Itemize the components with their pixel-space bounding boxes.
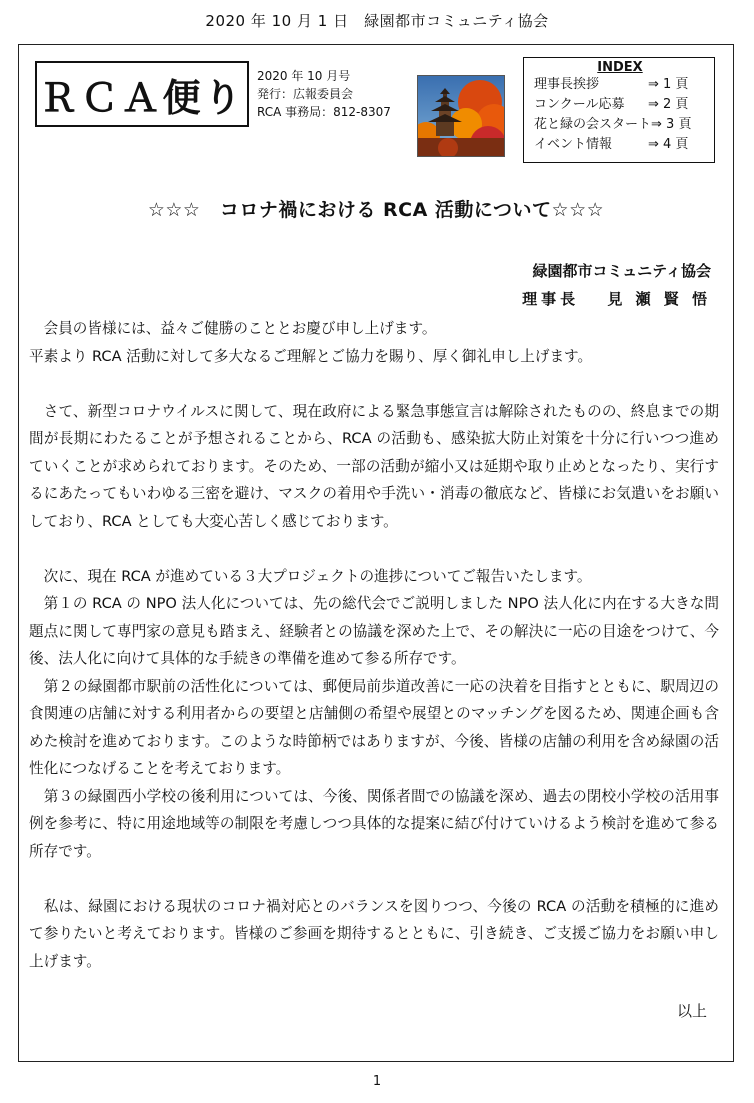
article-paragraph: 第１の RCA の NPO 法人化については、先の総代会でご説明しました NPO 法人化に内在する大きな問題点に関して専門家の意見も踏まえ、経験者との協議を深めた上で、その解決に一応の目途をつけて、今後、法人化に向けて具体的な手続きの準備を進めて参る所存です。 xyxy=(29,595,719,667)
index-item xyxy=(534,75,706,95)
article-paragraph: 会員の皆様には、益々ご健勝のこととお慶び申し上げます。 xyxy=(29,320,437,337)
newsletter-masthead-title: ＲＣＡ便り xyxy=(35,61,249,127)
article-paragraph: さて、新型コロナウイルスに関して、現在政府による緊急事態宣言は解除されたものの、終息までの期間が長期にわたることが予想されることから、RCA の活動も、感染拡大防止対策を十分に行いつつ進めていくことが求められております。そのため、一部の活動が縮小又は延期や取り止めとなったり、実行するにあたってもいわゆる三密を避け、マスクの着用や手洗い・消毒の徹底など、皆様にお気遣いをお願いしており、RCA としても大変心苦しく感じております。 xyxy=(29,402,719,530)
issue-date: 2020 年 10 月号 xyxy=(257,69,351,83)
index-item-page: ⇒ 4 頁 xyxy=(648,137,689,152)
paragraph-spacer xyxy=(29,535,719,563)
index-item-page: ⇒ 2 頁 xyxy=(648,97,689,112)
index-item-label: 理事長挨拶 xyxy=(534,77,600,92)
article-title: ☆☆☆ コロナ禍における RCA 活動について☆☆☆ xyxy=(147,199,605,221)
newsletter-page-frame xyxy=(18,44,734,1062)
page-number: 1 xyxy=(372,1074,382,1089)
article-signature xyxy=(522,257,711,313)
index-item-label: イベント情報 xyxy=(534,137,613,152)
closing-remark: 以上 xyxy=(676,1002,707,1020)
signature-organization: 緑園都市コミュニティ協会 xyxy=(532,262,711,280)
article-paragraph: 平素より RCA 活動に対して多大なるご理解とご協力を賜り、厚く御礼申し上げます。 xyxy=(29,347,593,365)
index-box xyxy=(523,57,715,163)
signature-author: 理事長 見 瀬 賢 悟 xyxy=(522,290,711,308)
index-item-label: 花と緑の会スタート xyxy=(534,117,652,132)
index-item-page: ⇒ 1 頁 xyxy=(648,77,689,92)
index-item xyxy=(534,115,706,135)
publisher-line: 発行：広報委員会 xyxy=(257,87,354,101)
index-item xyxy=(534,135,706,155)
office-line: RCA 事務局：812-8307 xyxy=(257,105,391,119)
index-title: INDEX xyxy=(597,60,643,75)
article-paragraph: 次に、現在 RCA が進めている３大プロジェクトの進捗についてご報告いたします。 xyxy=(29,567,592,585)
article-paragraph: 第２の緑園都市駅前の活性化については、郵便局前歩道改善に一応の決着を目指すとともに、駅周辺の食関連の店舗に対する利用者からの要望と店舗側の希望や展望とのマッチングを図るため、関連企画も含めた検討を進めております。このような時節柄ではありますが、今後、皆様の店舗の利用を含め緑園の活性化につなげることを考えております。 xyxy=(29,677,719,777)
article-paragraph: 私は、緑園における現状のコロナ禍対応とのバランスを図りつつ、今後の RCA の活動を積極的に進めて参りたいと考えております。皆様のご参画を期待するとともに、引き続き、ご支援ご協力をお願い申し上げます。 xyxy=(29,897,719,970)
autumn-temple-photo xyxy=(417,75,505,157)
document-date-line: 2020 年 10 月 1 日 緑園都市コミュニティ協会 xyxy=(205,12,549,30)
paragraph-spacer xyxy=(29,865,719,893)
index-item xyxy=(534,95,706,115)
issue-info xyxy=(257,67,391,121)
article-body xyxy=(29,315,719,975)
article-paragraph: 第３の緑園西小学校の後利用については、今後、関係者間での協議を深め、過去の閉校小学校の活用事例を参考に、特に用途地域等の制限を考慮しつつ具体的な提案に結び付けていけるよう検討を進めて参る所存です。 xyxy=(29,787,719,860)
index-item-page: ⇒ 3 頁 xyxy=(651,117,692,132)
index-item-label: コンクール応募 xyxy=(534,97,625,112)
paragraph-spacer xyxy=(29,370,719,398)
